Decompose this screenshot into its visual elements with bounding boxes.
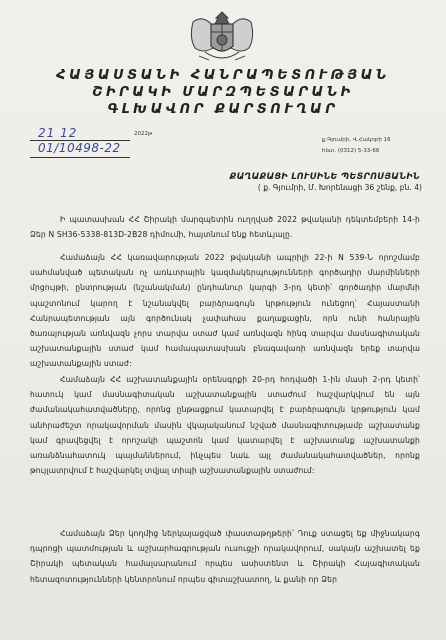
org-name-line2: ՇԻՐԱԿԻ ՄԱՐԶՊԵՏԱՐԱՆԻ (92, 85, 354, 100)
sender-address-line1: ք.Գյումրի, Վ.Հակոբի 16 (322, 137, 391, 143)
org-name-line1: ՀԱՅԱՍՏԱՆԻ ՀԱՆՐԱՊԵՏՈՒԹՅԱՆ (56, 68, 390, 83)
paragraph-2-text: Համաձայն ՀՀ կառավարության 2022 թվականի ապրիլի 22-ի N 539-Ն որոշմամբ սահմանված պետական ոչ առևտրային կազմակերպությունների գործադիր մարմինների մրցույթի, ընտրության (նշանակման) ընդհանուր կարգի 3-րդ կետի՝ գործադիր մարմնի պաշտոնում կարող է նշանակվել բարձրագույն կրթություն ունեցող՝ Հայաստանի Հանրապետության այն գործունակ չափահաս քաղաքացին, որն ունի հանրային ծառայության առնվազն չորս տարվա ստաժ կամ առնվազն հինգ տարվա մասնագիտական աշխատանքային ստաժ կամ համապատասխան բնագավառի առնվազն երեք տարվա աշխատանքային ստաժ: (30, 253, 420, 369)
recipient-address: ( ք. Գյումրի, Մ. Խորենացի 36 շենք, բն. 4) (257, 183, 422, 192)
paragraph-3-text: Համաձայն ՀՀ աշխատանքային օրենսգրքի 20-րդ հոդվածի 1-ին մասի 2-րդ կետի՝ հատուկ կամ մասնագիտական աշխատանքային ստաժում հաշվարկվում են այն ժամանակահատվածները, որոնց ընթացքում կատարվել է բարձրագույն կրթություն կամ անհրաժեշտ որակավորման մասին վկայականում նշված մասնագիտությամբ աշխատանք կամ գրավեցվել է որոշակի պաշտոն կամ կատարվել է աշխատանք աշխատանքի առանձնահատուկ պայմաններում, ինչպես նաև այլ ժամանակահատվածներ, որոնք թույլատրվում է հաշվարկել տվյալ տիպի աշխատանքային ստաժում: (30, 375, 420, 476)
paragraph-1-text: Ի պատասխան ՀՀ Շիրակի մարզպետին ուղղված 2022 թվականի դեկտեմբերի 14-ի Ձեր N SH36-5338-813D-2B28 դիմումի, հայտնում ենք հետևյալը. (30, 215, 420, 240)
reference-block (30, 126, 153, 160)
body-paragraph-2 (30, 250, 420, 372)
paragraph-4-text: Համաձայն Ձեր կողմից ներկայացված փաստաթղթերի՝ Դուք ստացել եք միջնակարգ դպրոցի պատմության և աշխարհագրության ուսուցչի որակավորում, սակայն աշխատել եք Շիրակի պետական համալսարանում որպես ասիստենտ և Շիրակի Հայագիտական հետազոտությունների կենտրոնում որպես գիտաշխատող, և քանի որ Ձեր (30, 529, 420, 584)
sender-address-line2: hետ. (0312) 5-33-66 (322, 148, 380, 154)
handwritten-date: 21 12 (38, 126, 78, 140)
body-paragraph-4 (30, 526, 420, 587)
body-paragraph-1 (30, 212, 420, 242)
body-paragraph-3 (30, 372, 420, 478)
recipient-name: ՔԱՂԱՔԱՑԻ ԼՈՒՍԻՆԵ ՊԵՏՐՈՍՅԱՆԻՆ (229, 172, 420, 182)
handwritten-reference-number: 01/10498-22 (38, 141, 121, 155)
org-name-line3: ԳԼԽԱՎՈՐ ՔԱՐՏՈՒՂԱՐ (107, 102, 339, 117)
year-suffix: 2022թ (134, 131, 153, 137)
coat-of-arms-emblem (185, 8, 259, 64)
